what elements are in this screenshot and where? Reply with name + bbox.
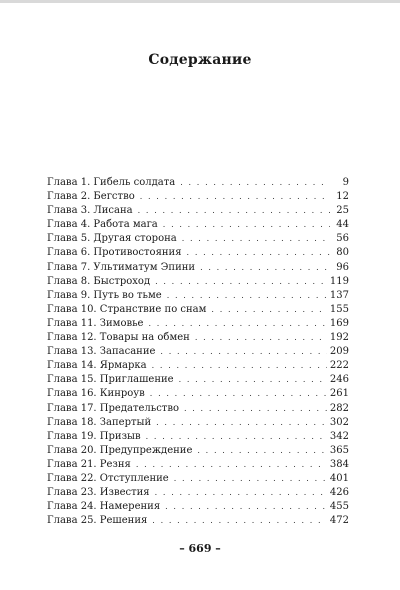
toc-entry-title: Глава 7. Ультиматум Эпини	[47, 261, 196, 273]
toc-entry	[47, 387, 349, 401]
toc-entry-title: Глава 23. Известия	[47, 487, 150, 499]
toc-entry-title: Глава 21. Резня	[47, 458, 131, 470]
page-title: Содержание	[148, 52, 252, 68]
toc-entry	[47, 514, 349, 528]
dot-leader	[156, 416, 327, 430]
dot-leader	[187, 246, 330, 260]
dot-leader	[152, 514, 327, 528]
toc-entry-title: Глава 19. Призыв	[47, 430, 141, 442]
toc-entry-title: Глава 14. Ярмарка	[47, 360, 147, 372]
dot-leader	[184, 402, 327, 416]
dot-leader	[150, 387, 327, 401]
toc-entry-title: Глава 1. Гибель солдата	[47, 177, 176, 188]
toc-entry-page: 401	[329, 472, 349, 484]
toc-entry-page: 426	[329, 487, 349, 499]
toc-entry-page: 222	[329, 360, 349, 372]
toc-entry-page: 384	[329, 458, 349, 470]
dot-leader	[152, 359, 327, 373]
toc-entry-page: 302	[329, 416, 349, 428]
toc-entry-page: 246	[329, 374, 349, 386]
toc-entry-title: Глава 15. Приглашение	[47, 374, 174, 386]
dot-leader	[211, 303, 327, 317]
toc-entry	[47, 416, 349, 430]
toc-entry	[47, 190, 349, 204]
toc-entry	[47, 176, 349, 190]
toc-entry-page: 342	[329, 430, 349, 442]
toc-entry-page: 56	[336, 233, 349, 245]
toc-entry-title: Глава 5. Другая сторона	[47, 233, 177, 245]
toc-entry	[47, 430, 349, 444]
toc-entry-title: Глава 16. Кинроув	[47, 388, 145, 400]
dot-leader	[146, 430, 327, 444]
toc-entry	[47, 289, 349, 303]
toc-entry-title: Глава 13. Запасание	[47, 346, 156, 358]
toc-entry-title: Глава 3. Лисана	[47, 205, 133, 217]
toc-entry	[47, 444, 349, 458]
toc-entry	[47, 472, 349, 486]
dot-leader	[140, 190, 330, 204]
page-top-edge	[0, 0, 400, 3]
toc-entry-title: Глава 4. Работа мага	[47, 219, 158, 231]
dot-leader	[167, 289, 327, 303]
dot-leader	[179, 373, 327, 387]
toc-entry-title: Глава 11. Зимовье	[47, 317, 144, 329]
toc-entry	[47, 402, 349, 416]
toc-entry-page: 209	[329, 346, 349, 358]
toc-entry	[47, 345, 349, 359]
dot-leader	[180, 176, 330, 190]
toc-entry-page: 455	[329, 501, 349, 513]
dot-leader	[163, 218, 330, 232]
toc-entry-page: 96	[336, 261, 349, 273]
toc-entry	[47, 246, 349, 260]
page-number: – 669 –	[179, 542, 221, 555]
toc-entry-title: Глава 9. Путь во тьме	[47, 289, 162, 301]
toc-entry-page: 472	[329, 515, 349, 527]
toc-entry-page: 282	[329, 402, 349, 414]
toc-entry-title: Глава 8. Быстроход	[47, 275, 151, 287]
dot-leader	[155, 275, 327, 289]
toc-entry-page: 261	[329, 388, 349, 400]
dot-leader	[148, 317, 326, 331]
toc-entry-page: 9	[342, 177, 349, 188]
toc-entry	[47, 500, 349, 514]
toc-entry-page: 155	[329, 303, 349, 315]
dot-leader	[195, 331, 327, 345]
toc-entry-page: 119	[329, 275, 349, 287]
toc-entry	[47, 331, 349, 345]
toc-entry-title: Глава 17. Предательство	[47, 402, 179, 414]
toc-entry	[47, 317, 349, 331]
dot-leader	[200, 261, 330, 275]
toc-entry-title: Глава 20. Предупреждение	[47, 444, 193, 456]
toc-entry-page: 80	[336, 247, 349, 259]
dot-leader	[165, 500, 327, 514]
toc-entry-title: Глава 10. Странствие по снам	[47, 303, 207, 315]
toc-entry	[47, 373, 349, 387]
toc-entry-title: Глава 12. Товары на обмен	[47, 332, 190, 344]
dot-leader	[155, 486, 327, 500]
toc-entry	[47, 303, 349, 317]
toc-entry-page: 365	[329, 444, 349, 456]
toc-entry-title: Глава 6. Противостояния	[47, 247, 182, 259]
dot-leader	[136, 458, 327, 472]
dot-leader	[197, 444, 327, 458]
toc-entry-title: Глава 22. Отступление	[47, 472, 169, 484]
toc-entry-page: 44	[336, 219, 349, 231]
toc-entry-title: Глава 25. Решения	[47, 515, 148, 527]
toc-entry-page: 192	[329, 332, 349, 344]
dot-leader	[174, 472, 327, 486]
toc-entry-title: Глава 2. Бегство	[47, 191, 135, 203]
toc-entry	[47, 204, 349, 218]
dot-leader	[160, 345, 326, 359]
toc-entry-title: Глава 24. Намерения	[47, 501, 161, 513]
toc-entry	[47, 261, 349, 275]
dot-leader	[182, 232, 330, 246]
toc-entry	[47, 458, 349, 472]
toc-entry	[47, 359, 349, 373]
toc-entry	[47, 275, 349, 289]
toc-entry-title: Глава 18. Запертый	[47, 416, 152, 428]
toc-entry	[47, 218, 349, 232]
dot-leader	[138, 204, 330, 218]
toc-entry-page: 25	[336, 205, 349, 217]
toc-entry	[47, 232, 349, 246]
toc-entry-page: 137	[329, 289, 349, 301]
toc-entry-page: 12	[336, 191, 349, 203]
toc-entry-page: 169	[329, 317, 349, 329]
toc-entry	[47, 486, 349, 500]
table-of-contents	[47, 176, 349, 528]
